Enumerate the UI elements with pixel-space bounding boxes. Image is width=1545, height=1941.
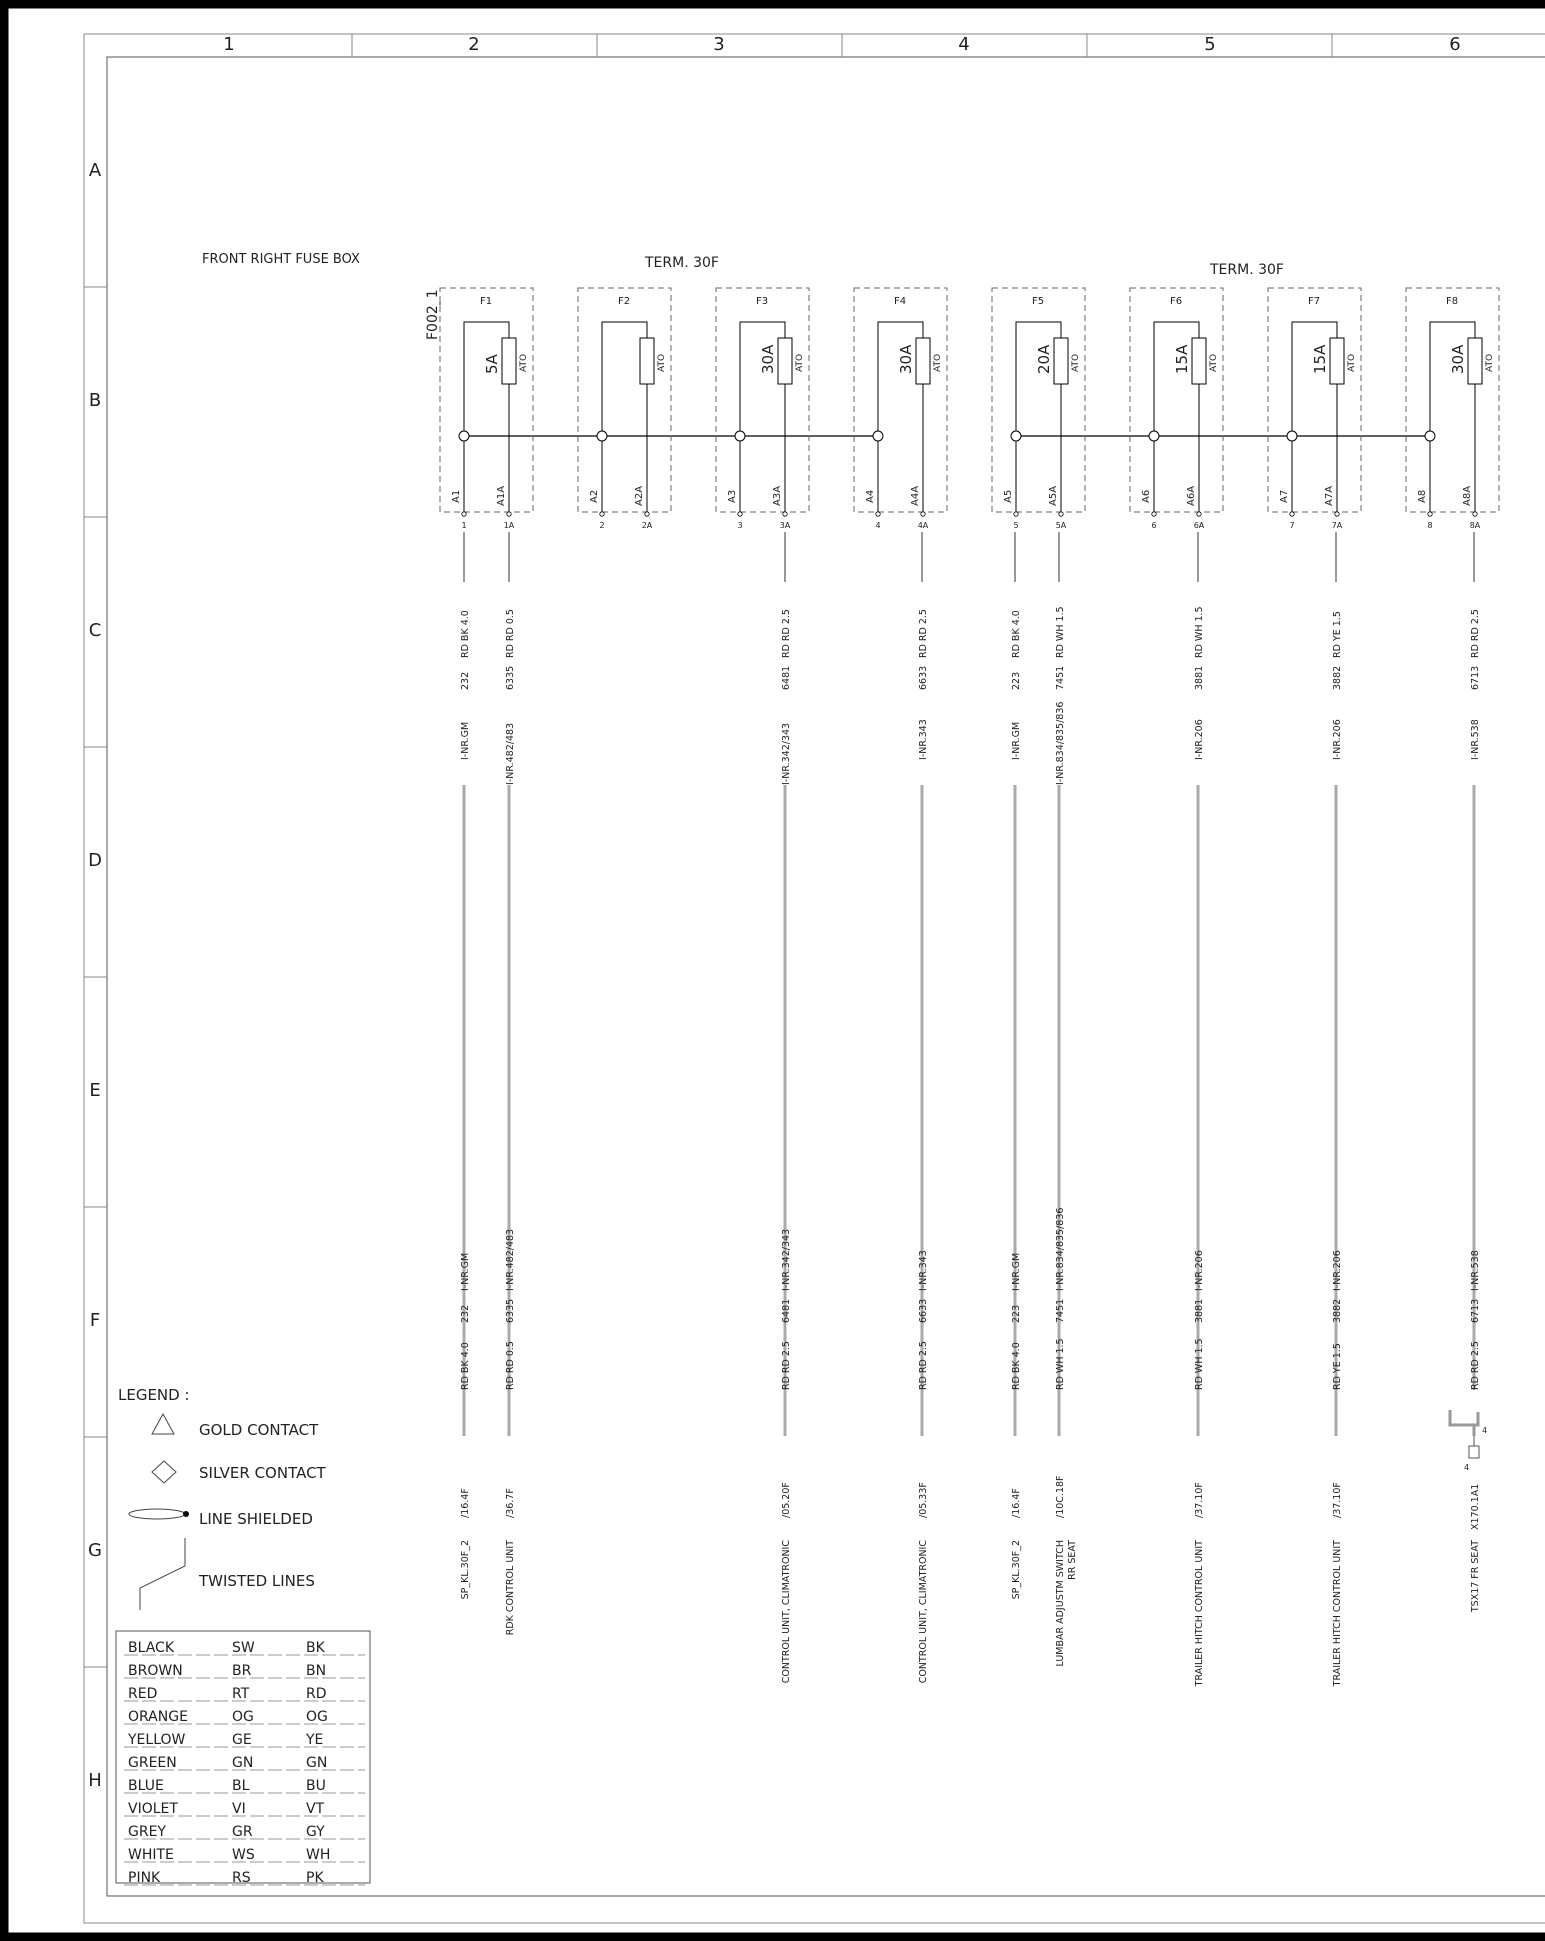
wire-number-top: 6713 [1470,665,1481,690]
terminal-icon [1335,512,1339,516]
bus-junction-icon [873,431,883,441]
bus-junction-icon [1287,431,1297,441]
row-letter: C [88,620,102,641]
row-letter: B [88,390,102,411]
color-code-de: BR [232,1663,252,1679]
color-code-en: GY [306,1824,325,1840]
color-code-de: SW [232,1640,255,1656]
fuse-pin-number: 4 [875,521,881,530]
fuse-name: F8 [1445,296,1459,307]
wire-inr-top: I-NR.343 [918,719,929,760]
fuse-pin-number: 8 [1427,521,1433,530]
gold-contact-triangle-icon [152,1414,174,1434]
color-name: VIOLET [128,1801,178,1817]
fuse-pin-in: A3 [727,489,738,503]
wire-inr-top: I-NR.834/835/836 [1055,701,1066,785]
wire-inr-bottom: I-NR.206 [1332,1250,1343,1291]
color-code-de: WS [232,1847,255,1863]
color-code-en: RD [306,1686,327,1702]
color-code-en: GN [306,1755,328,1771]
row-letter: A [88,160,102,181]
seat-connector [1450,1410,1487,1472]
fusebox-title: FRONT RIGHT FUSE BOX [202,252,360,267]
fuse-pin-out: A4A [910,485,921,506]
wire-number-top: 7451 [1055,665,1066,690]
fuse-type: ATO [795,353,805,372]
wire-number-bottom: 6335 [505,1298,516,1323]
legend-twisted-lines: TWISTED LINES [199,1572,315,1590]
term-label-right: TERM. 30F [1210,262,1284,278]
fuse-rating: 30A [897,344,915,374]
color-code-en: OG [306,1709,328,1725]
wire-inr-top: I-NR.482/483 [505,722,516,785]
wire-destination: CONTROL UNIT, CLIMATRONIC [918,1540,929,1684]
fuse-element-icon [916,338,930,384]
wire-4 [918,532,929,1683]
wire-spec-bottom: RD RD 2.5 [918,1341,929,1390]
wire-number-bottom: 7451 [1055,1298,1066,1323]
color-name: GREY [128,1824,166,1840]
legend-title: LEGEND : [118,1386,190,1404]
fuse-f2 [578,288,671,530]
color-code-row [124,1640,365,1656]
terminal-icon [462,512,466,516]
wire-inr-top: I-NR.342/343 [781,722,792,785]
wire-spec-top: RD RD 0.5 [505,609,516,658]
bus-junction-icon [597,431,607,441]
wire-inr-bottom: I-NR.343 [918,1250,929,1291]
terminal-icon [738,512,742,516]
fuse-pin-in: A4 [865,489,876,503]
terminal-icon [783,512,787,516]
color-code-row [124,1778,365,1794]
row-letter: H [88,1770,102,1791]
wire-spec-bottom: RD WH 1.5 [1055,1338,1066,1390]
wire-inr-bottom: I-NR.482/483 [505,1228,516,1291]
bus-junction-icon [1149,431,1159,441]
wire-inr-top: I-NR.GM [460,721,471,760]
terminal-icon [876,512,880,516]
fuse-rating: 30A [1449,344,1467,374]
wire-number-bottom: 3881 [1194,1298,1205,1323]
color-code-row [124,1870,365,1886]
color-code-row [124,1732,365,1748]
fuse-pin-in: A7 [1279,489,1290,503]
color-code-de: RT [232,1686,250,1702]
fuse-pin-in: A6 [1141,489,1152,503]
wire-destination: TSX17 FR SEAT [1470,1540,1481,1613]
color-code-de: GE [232,1732,252,1748]
color-name: ORANGE [128,1709,188,1725]
row-letter: E [89,1080,101,1101]
color-name: BROWN [128,1663,183,1679]
wire-destination-line2: RR SEAT [1067,1540,1078,1580]
bus-junction-icon [459,431,469,441]
row-letter: F [89,1310,101,1331]
wire-number-top: 3881 [1194,665,1205,690]
wire-spec-bottom: RD YE 1.5 [1332,1343,1343,1390]
color-name: RED [128,1686,158,1702]
bus-junction-icon [1011,431,1021,441]
color-code-row [124,1847,365,1863]
wire-spec-bottom: RD RD 0.5 [505,1341,516,1390]
column-number: 2 [468,34,480,55]
wire-spec-top: RD YE 1.5 [1332,611,1343,658]
wire-page-ref: /37.10F [1194,1482,1205,1518]
wire-destination: SP_KL.30F_2 [460,1540,471,1600]
wire-inr-bottom: I-NR.206 [1194,1250,1205,1291]
color-code-row [124,1663,365,1679]
wire-destination: CONTROL UNIT, CLIMATRONIC [781,1540,792,1684]
fusebox-id: F002_1 [425,289,441,340]
term-label-left: TERM. 30F [645,255,719,271]
wire-page-ref: /16.4F [1011,1488,1022,1518]
fuse-pin-number: 4A [917,521,929,530]
wire-page-ref: /10C.18F [1055,1475,1066,1518]
silver-contact-diamond-icon [152,1461,176,1483]
fuse-pin-number: 7A [1331,521,1343,530]
fuse-rating: 5A [483,354,501,374]
grid-frame [84,34,1545,1923]
wire-spec-bottom: RD BK 4.0 [460,1342,471,1390]
wire-number-top: 6481 [781,665,792,690]
legend-line-shielded: LINE SHIELDED [199,1510,313,1528]
wire-number-bottom: 232 [460,1304,471,1323]
wire-spec-bottom: RD RD 2.5 [1470,1341,1481,1390]
line-shielded-dot-icon [183,1511,189,1517]
fuse-f7 [1268,288,1361,530]
wire-spec-bottom: RD WH 1.5 [1194,1338,1205,1390]
wire-5 [1011,532,1022,1599]
wire-spec-top: RD RD 2.5 [918,609,929,658]
wire-spec-top: RD BK 4.0 [460,610,471,658]
color-name: BLACK [128,1640,175,1656]
wire-inr-top: I-NR.GM [1011,721,1022,760]
fuse-element-icon [1330,338,1344,384]
fuse-pin-number: 3A [779,521,791,530]
wire-inr-bottom: I-NR.834/835/836 [1055,1207,1066,1291]
terminal-icon [1290,512,1294,516]
color-code-de: GN [232,1755,254,1771]
fuse-rating: 15A [1173,344,1191,374]
twisted-lines-icon [140,1538,185,1610]
row-letter: G [88,1540,102,1561]
color-code-en: WH [306,1847,331,1863]
wire-3 [781,532,792,1683]
wire-number-bottom: 6481 [781,1298,792,1323]
fuse-pin-number: 3 [737,521,743,530]
fuse-pin-number: 5 [1013,521,1019,530]
fuse-pin-in: A1 [451,489,462,503]
wire-inr-top: I-NR.538 [1470,719,1481,760]
color-code-de: OG [232,1709,254,1725]
fuse-pin-number: 5A [1055,521,1067,530]
terminal-icon [1473,512,1477,516]
color-code-de: RS [232,1870,251,1886]
fuse-type: ATO [519,353,529,372]
bus-junction-icon [1425,431,1435,441]
color-code-en: VT [306,1801,325,1817]
wire-spec-top: RD BK 4.0 [1011,610,1022,658]
fuse-pin-out: A1A [496,485,507,506]
fuse-f3 [716,288,809,530]
terminal-icon [1014,512,1018,516]
wire-number-top: 6335 [505,665,516,690]
wire-page-ref: /05.20F [781,1482,792,1518]
color-code-row [124,1801,365,1817]
fuse-pin-number: 6 [1151,521,1157,530]
wire-spec-bottom: RD BK 4.0 [1011,1342,1022,1390]
fuse-element-icon [1054,338,1068,384]
color-code-row [124,1755,365,1771]
color-name: WHITE [128,1847,174,1863]
fuse-pin-out: A8A [1462,485,1473,506]
wire-2 [505,532,516,1635]
fuse-pin-out: A3A [772,485,783,506]
fuse-name: F4 [893,296,907,307]
terminal-icon [1152,512,1156,516]
wire-spec-top: RD WH 1.5 [1194,606,1205,658]
grid-row-markers [84,160,107,1791]
wire-6 [1055,532,1078,1666]
fuse-pin-number: 1A [503,521,515,530]
color-code-rows [124,1640,365,1886]
fuse-name: F2 [617,296,631,307]
color-code-de: BL [232,1778,250,1794]
column-number: 3 [713,34,725,55]
fuse-type: ATO [1485,353,1495,372]
wire-connector-ref: X170.1A1 [1470,1483,1481,1530]
fuse-f8 [1406,288,1499,530]
color-code-de: VI [232,1801,246,1817]
wire-inr-bottom: I-NR.538 [1470,1250,1481,1291]
fuse-group [440,288,1499,530]
color-code-en: YE [306,1732,324,1748]
column-number: 4 [958,34,970,55]
column-number: 6 [1449,34,1461,55]
connector-pin-bottom: 4 [1464,1463,1470,1472]
wire-number-top: 6633 [918,665,929,690]
wire-inr-bottom: I-NR.GM [460,1252,471,1291]
color-name: PINK [128,1870,161,1886]
fuse-element-icon [502,338,516,384]
wire-page-ref: /16.4F [460,1488,471,1518]
fuse-rating: 20A [1035,344,1053,374]
fuse-pin-out: A6A [1186,485,1197,506]
terminal-icon [1197,512,1201,516]
fuse-rating: 15A [1311,344,1329,374]
connector-housing-icon [1450,1410,1474,1436]
wire-1 [460,532,471,1599]
fuse-name: F6 [1169,296,1183,307]
color-code-de: GR [232,1824,253,1840]
wire-number-top: 232 [460,671,471,690]
line-shielded-ellipse-icon [129,1509,185,1519]
fuse-pin-number: 7 [1289,521,1295,530]
wire-inr-bottom: I-NR.GM [1011,1252,1022,1291]
connector-pin-top: 4 [1482,1426,1488,1435]
wire-spec-top: RD RD 2.5 [1470,609,1481,658]
color-code-en: BU [306,1778,326,1794]
fuse-pin-out: A2A [634,485,645,506]
fuse-pin-in: A2 [589,489,600,503]
wire-7 [1194,532,1205,1687]
wire-number-bottom: 6633 [918,1298,929,1323]
grid-column-markers [223,34,1460,57]
fuse-pin-in: A8 [1417,489,1428,503]
wire-number-bottom: 223 [1011,1304,1022,1323]
fuse-name: F3 [755,296,769,307]
fuse-pin-number: 2 [599,521,605,530]
color-code-row [124,1686,365,1702]
fuse-f6 [1130,288,1223,530]
wire-page-ref: /05.33F [918,1482,929,1518]
terminal-icon [921,512,925,516]
wire-inr-top: I-NR.206 [1332,719,1343,760]
fuse-element-icon [778,338,792,384]
connector-pin-icon [1469,1446,1479,1458]
row-letter: D [88,850,102,871]
color-code-row [124,1709,365,1725]
fuse-name: F5 [1031,296,1045,307]
drawing-frame [107,57,1545,1896]
fuse-f1 [440,288,533,530]
legend-silver-contact: SILVER CONTACT [199,1464,326,1482]
connector-housing-icon [1474,1412,1478,1425]
color-name: YELLOW [128,1732,186,1748]
fuse-pin-number: 2A [641,521,653,530]
fuse-f5 [992,288,1085,530]
fuse-pin-out: A7A [1324,485,1335,506]
color-code-en: BN [306,1663,327,1679]
fuse-pin-number: 6A [1193,521,1205,530]
color-code-row [124,1824,365,1840]
wire-destination: TRAILER HITCH CONTROL UNIT [1332,1540,1343,1687]
fuse-element-icon [1468,338,1482,384]
fuse-f4 [854,288,947,530]
wire-inr-bottom: I-NR.342/343 [781,1228,792,1291]
bus-junction-icon [735,431,745,441]
column-number: 1 [223,34,235,55]
terminal-icon [507,512,511,516]
color-name: BLUE [128,1778,164,1794]
wire-page-ref: /37.10F [1332,1482,1343,1518]
fuse-type: ATO [1209,353,1219,372]
fuse-pin-number: 1 [461,521,467,530]
wire-spec-top: RD WH 1.5 [1055,606,1066,658]
wire-destination: RDK CONTROL UNIT [505,1540,516,1636]
terminal-icon [645,512,649,516]
fuse-pin-number: 8A [1469,521,1481,530]
fuse-pin-out: A5A [1048,485,1059,506]
terminal-icon [1428,512,1432,516]
wire-number-bottom: 6713 [1470,1298,1481,1323]
fuse-type: ATO [1071,353,1081,372]
wire-destination: SP_KL.30F_2 [1011,1540,1022,1600]
fuse-type: ATO [1347,353,1357,372]
fuse-element-icon [640,338,654,384]
color-name: GREEN [128,1755,177,1771]
wire-destination: LUMBAR ADJUSTM SWITCH [1055,1540,1066,1667]
color-code-en: PK [306,1870,324,1886]
fuse-type: ATO [657,353,667,372]
legend-gold-contact: GOLD CONTACT [199,1421,319,1439]
wire-number-bottom: 3882 [1332,1298,1343,1323]
wire-8 [1332,532,1343,1687]
wire-spec-top: RD RD 2.5 [781,609,792,658]
terminal-icon [600,512,604,516]
color-code-en: BK [306,1640,325,1656]
fuse-element-icon [1192,338,1206,384]
wire-number-top: 223 [1011,671,1022,690]
fuse-name: F7 [1307,296,1321,307]
fuse-type: ATO [933,353,943,372]
wire-number-top: 3882 [1332,665,1343,690]
fuse-name: F1 [479,296,493,307]
wire-page-ref: /36.7F [505,1488,516,1518]
terminal-icon [1059,512,1063,516]
fuse-rating: 30A [759,344,777,374]
fuse-pin-in: A5 [1003,489,1014,503]
wire-spec-bottom: RD RD 2.5 [781,1341,792,1390]
wire-destination: TRAILER HITCH CONTROL UNIT [1194,1540,1205,1687]
column-number: 5 [1204,34,1216,55]
wire-group [460,532,1481,1687]
wire-inr-top: I-NR.206 [1194,719,1205,760]
